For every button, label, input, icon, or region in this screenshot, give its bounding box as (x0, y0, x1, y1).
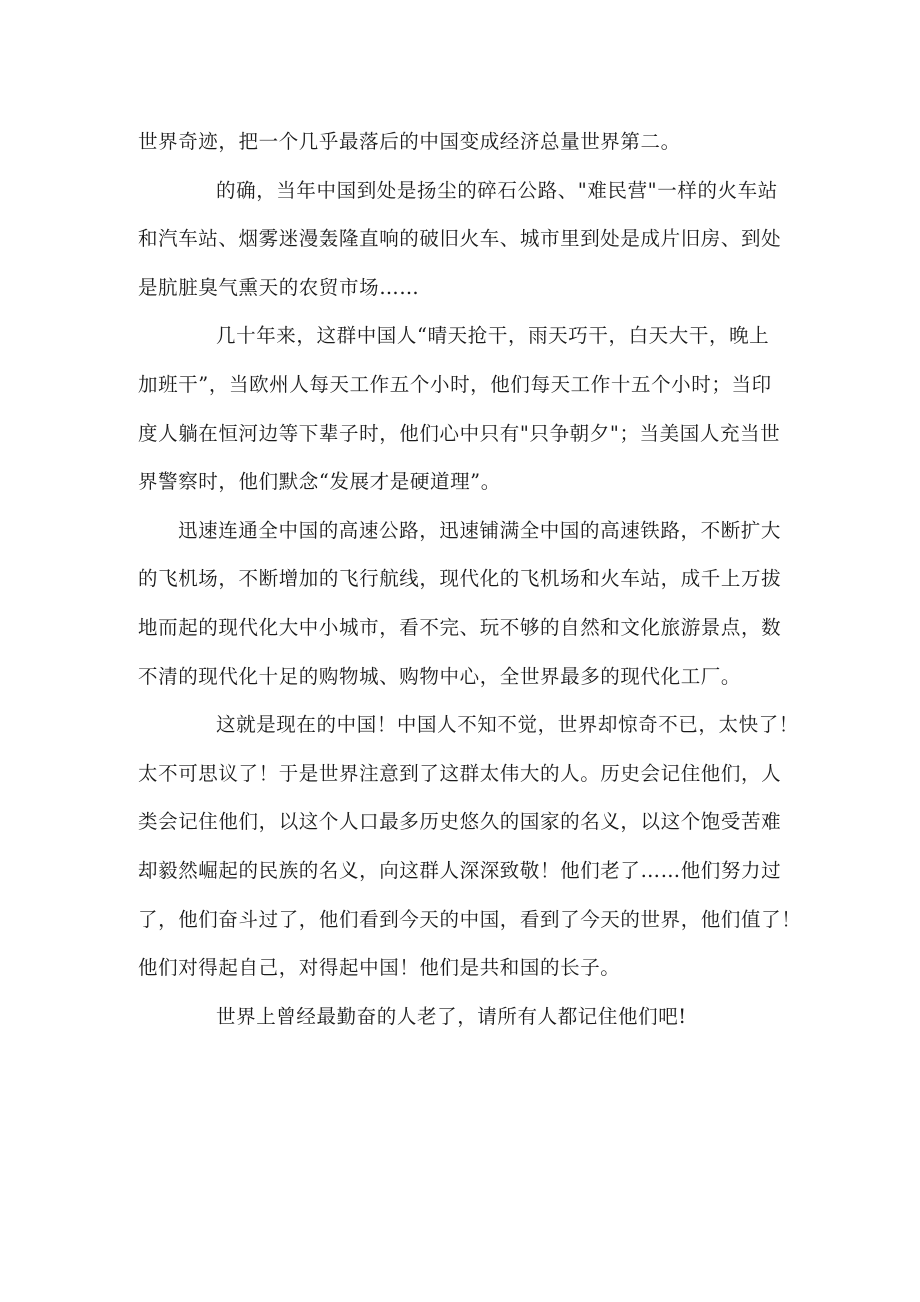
text-line: 太不可思议了！于是世界注意到了这群太伟大的人。历史会记住他们，人 (138, 761, 782, 785)
text-line: 了，他们奋斗过了，他们看到今天的中国，看到了今天的世界，他们值了！ (138, 907, 802, 931)
text-line: 却毅然崛起的民族的名义，向这群人深深致敬！他们老了……他们努力过 (138, 858, 782, 882)
text-line: 几十年来，这群中国人“晴天抢干，雨天巧干，白天大干，晚上 (216, 324, 770, 348)
text-line: 和汽车站、烟雾迷漫轰隆直响的破旧火车、城市里到处是成片旧房、到处 (138, 227, 782, 251)
text-line: 他们对得起自己，对得起中国！他们是共和国的长子。 (138, 956, 621, 980)
text-line: 不清的现代化十足的购物城、购物中心，全世界最多的现代化工厂。 (138, 664, 742, 688)
text-line: 度人躺在恒河边等下辈子时，他们心中只有"只争朝夕"；当美国人充当世 (138, 421, 781, 445)
document-body (138, 118, 800, 1041)
text-line: 界警察时，他们默念“发展才是硬道理”。 (138, 470, 501, 494)
text-line: 是肮脏臭气熏天的农贸市场…… (138, 275, 420, 299)
text-line: 迅速连通全中国的高速公路，迅速铺满全中国的高速铁路，不断扩大 (178, 518, 782, 542)
text-line: 地而起的现代化大中小城市，看不完、玩不够的自然和文化旅游景点，数 (138, 615, 782, 639)
text-line: 世界奇迹，把一个几乎最落后的中国变成经济总量世界第二。 (138, 130, 681, 153)
text-line: 加班干”，当欧州人每天工作五个小时，他们每天工作十五个小时；当印 (138, 372, 772, 396)
text-line: 的飞机场，不断增加的飞行航线，现代化的飞机场和火车站，成千上万拔 (138, 567, 782, 591)
text-line: 类会记住他们，以这个人口最多历史悠久的国家的名义，以这个饱受苦难 (138, 810, 782, 834)
text-line: 这就是现在的中国！中国人不知不觉，世界却惊奇不已，太快了！ (216, 713, 799, 737)
text-line: 的确，当年中国到处是扬尘的碎石公路、"难民营"一样的火车站 (216, 178, 778, 202)
text-line: 世界上曾经最勤奋的人老了，请所有人都记住他们吧! (216, 1004, 687, 1028)
